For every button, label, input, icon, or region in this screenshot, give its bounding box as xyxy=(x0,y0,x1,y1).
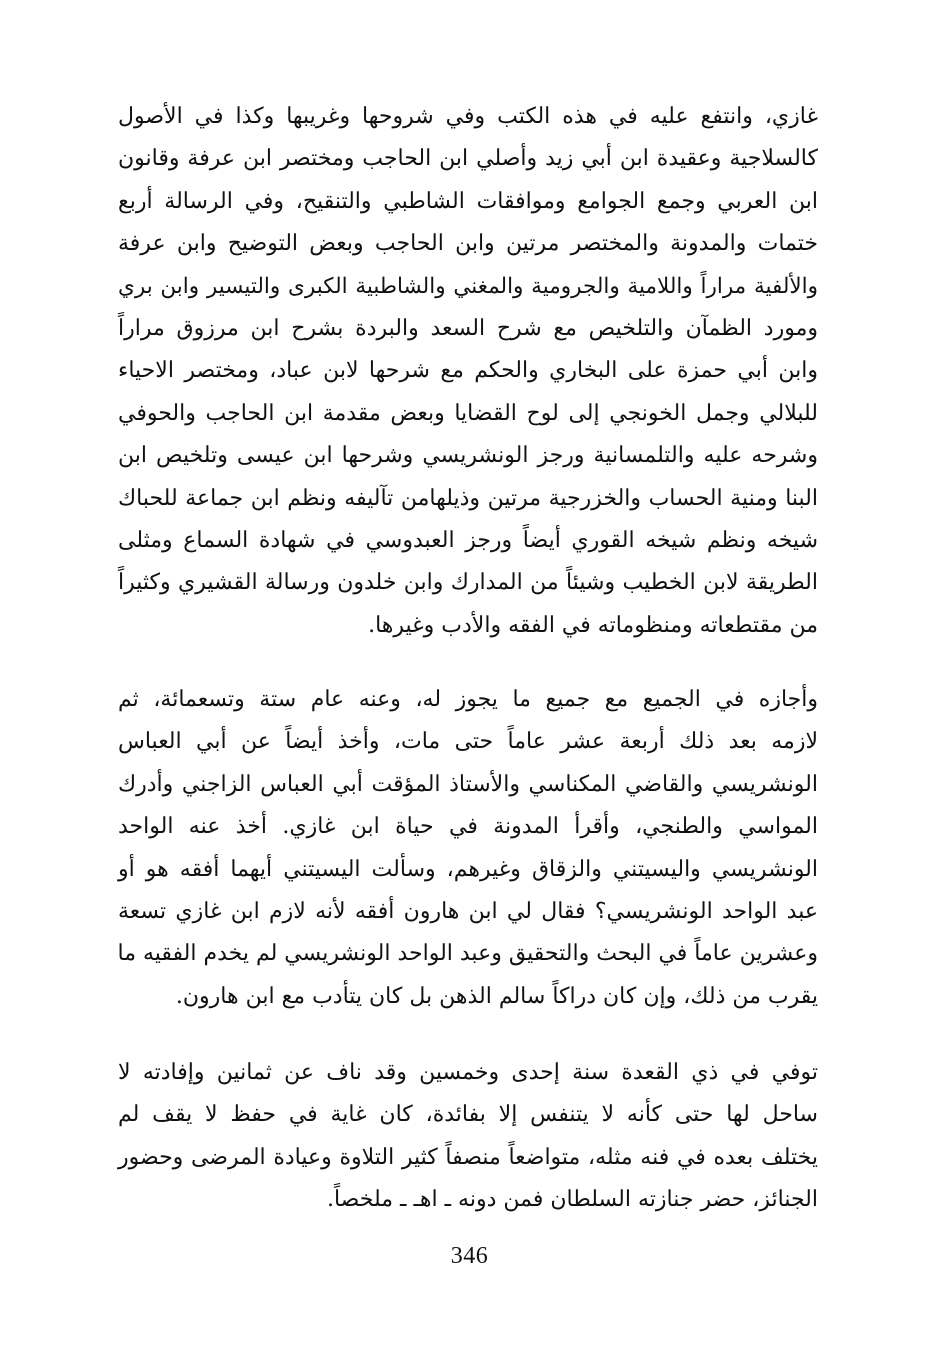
paragraph-3 xyxy=(118,1052,818,1222)
text-line: للبلالي وجمل الخونجي إلى لوح القضايا وبعض مقدمة ابن الحاجب والحوفي xyxy=(118,400,818,426)
text-line: ساحل لها حتى كأنه لا يتنفس إلا بفائدة، كان غاية في حفظ لا يقف لم xyxy=(118,1102,818,1128)
text-line: شيخه ونظم شيخه القوري أيضاً ورجز العبدوسي في شهادة السماع ومثلى xyxy=(118,527,819,553)
text-line: وعشرين عاماً في البحث والتحقيق وعبد الواحد الونشريسي لم يخدم الفقيه ما xyxy=(117,941,818,967)
text-line: كالسلاجية وعقيدة ابن أبي زيد وأصلي ابن الحاجب ومختصر ابن عرفة وقانون xyxy=(118,146,818,172)
text-line: توفي في ذي القعدة سنة إحدى وخمسين وقد ناف عن ثمانين وإفادته لا xyxy=(118,1060,818,1085)
text-line: لازمه بعد ذلك أربعة عشر عاماً حتى مات، وأخذ أيضاً عن أبي العباس xyxy=(118,729,818,755)
text-line: وأجازه في الجميع مع جميع ما يجوز له، وعنه عام ستة وتسعمائة، ثم xyxy=(118,687,818,712)
paragraph-1 xyxy=(118,96,818,647)
text-line: وابن أبي حمزة على البخاري والحكم مع شرحها لابن عباد، ومختصر الاحياء xyxy=(118,358,818,384)
text-line: يختلف بعده في فنه مثله، متواضعاً منصفاً كثير التلاوة وعيادة المرضى وحضور xyxy=(118,1144,818,1170)
text-line: عبد الواحد الونشريسي؟ فقال لي ابن هارون أفقه لأنه لازم ابن غازي تسعة xyxy=(118,898,818,924)
text-line: غازي، وانتفع عليه في هذه الكتب وفي شروحها وغريبها وكذا في الأصول xyxy=(118,104,818,129)
text-line: الونشريسي واليسيتني والزقاق وغيرهم، وسألت اليسيتني أيهما أفقه هو أو xyxy=(118,856,818,882)
page-number: 346 xyxy=(450,1243,489,1269)
text-line: الطريقة لابن الخطيب وشيئاً من المدارك وابن خلدون ورسالة القشيري وكثيراً xyxy=(118,570,818,596)
text-line: وشرحه عليه والتلمسانية ورجز الونشريسي وشرحها ابن عيسى وتلخيص ابن xyxy=(118,443,818,469)
text-line: والألفية مراراً واللامية والجرومية والمغني والشاطبية الكبرى والتيسير وابن بري xyxy=(118,273,818,299)
text-line: الونشريسي والقاضي المكناسي والأستاذ المؤقت أبي العباس الزاجني وأدرك xyxy=(118,771,818,797)
text-line: البنا ومنية الحساب والخزرجية مرتين وذيلهامن تآليفه ونظم ابن جماعة للحباك xyxy=(118,485,818,511)
text-line: ومورد الظمآن والتلخيص مع شرح السعد والبردة بشرح ابن مرزوق مراراً xyxy=(118,315,818,341)
text-line: يقرب من ذلك، وإن كان دراكاً سالم الذهن بل كان يتأدب مع ابن هارون. xyxy=(175,983,818,1009)
text-line: المواسي والطنجي، وأقرأ المدونة في حياة ابن غازي. أخذ عنه الواحد xyxy=(118,814,818,840)
text-line: ختمات والمدونة والمختصر مرتين وابن الحاجب وبعض التوضيح وابن عرفة xyxy=(118,231,818,257)
paragraph-2 xyxy=(118,679,818,1018)
text-line: ابن العربي وجمع الجوامع وموافقات الشاطبي والتنقيح، وفي الرسالة أربع xyxy=(118,188,818,214)
text-line: الجنائز، حضر جنازته السلطان فمن دونه ـ اهـ ـ ملخصاً. xyxy=(326,1187,818,1213)
text-line: من مقتطعاته ومنظوماته في الفقه والأدب وغيرها. xyxy=(368,612,818,638)
